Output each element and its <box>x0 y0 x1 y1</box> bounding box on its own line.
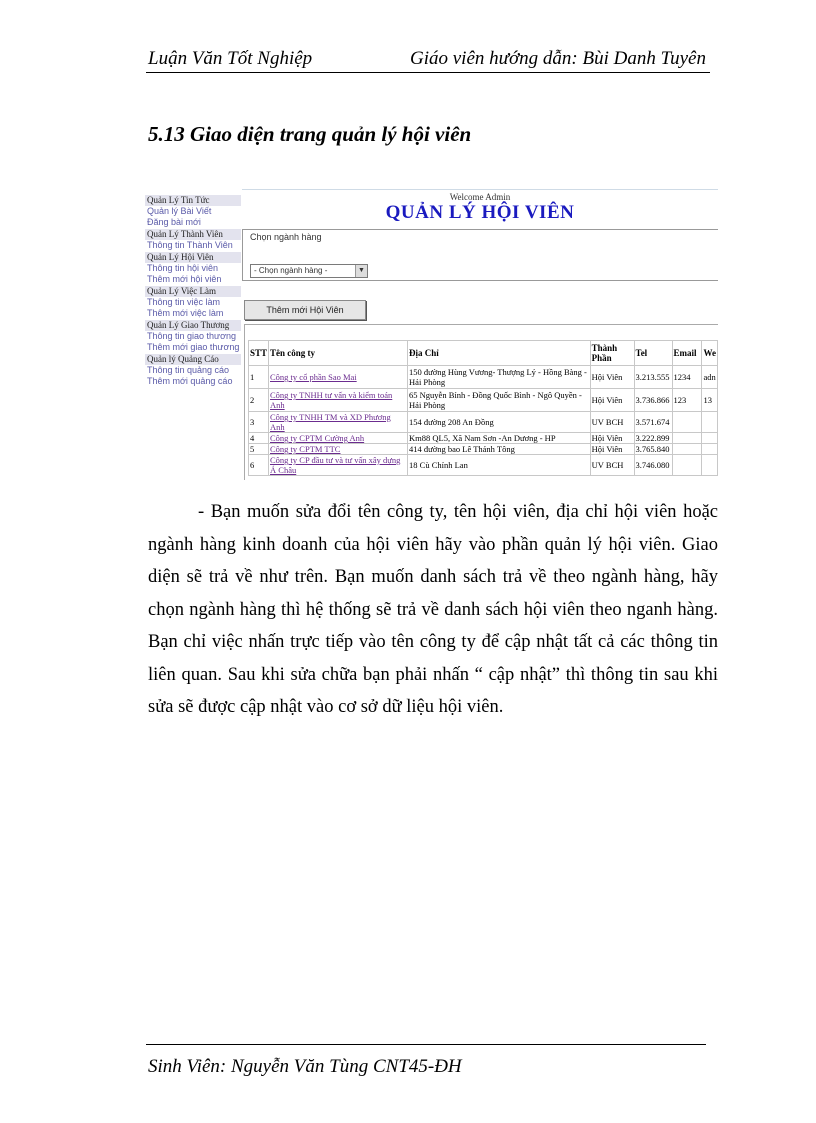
sidebar-link[interactable]: Thông tin giao thương <box>147 331 236 341</box>
table-cell: 5 <box>249 444 269 455</box>
sidebar-link[interactable]: Thêm mới giao thương <box>147 342 240 352</box>
table-row <box>249 444 718 455</box>
admin-main <box>242 188 718 480</box>
sidebar-link[interactable]: Thông tin Thành Viên <box>147 240 233 250</box>
sidebar-group-heading: Quản Lý Việc Làm <box>145 286 241 297</box>
add-member-button[interactable]: Thêm mới Hội Viên <box>244 300 366 320</box>
table-cell: Hội Viên <box>590 389 634 412</box>
column-header: Tên công ty <box>269 341 408 366</box>
sidebar-link[interactable]: Quản lý Bài Viết <box>147 206 212 216</box>
body-paragraph <box>148 496 718 724</box>
table-cell: 150 đường Hùng Vương- Thượng Lý - Hồng Bàng - Hải Phòng <box>408 366 591 389</box>
column-header: STT <box>249 341 269 366</box>
table-cell: 65 Nguyễn Bỉnh - Đồng Quốc Bình - Ngô Quyền - Hải Phòng <box>408 389 591 412</box>
header-left: Luận Văn Tốt Nghiệp <box>148 48 313 69</box>
table-cell: 154 đường 208 An Đồng <box>408 412 591 433</box>
table-row <box>249 389 718 412</box>
sidebar-link[interactable]: Đăng bài mới <box>147 217 201 227</box>
header-right: Giáo viên hướng dẫn: Bùi Danh Tuyên <box>410 48 706 69</box>
company-link[interactable]: Công ty TNHH TM và XD Phương Anh <box>269 412 408 433</box>
sidebar-group-heading: Quản Lý Tin Tức <box>145 195 241 206</box>
table-cell: 13 <box>702 389 718 412</box>
company-link[interactable]: Công ty CPTM TTC <box>269 444 408 455</box>
sidebar-link[interactable]: Thêm mới quảng cáo <box>147 376 233 386</box>
table-cell <box>672 455 702 476</box>
sidebar-link[interactable]: Thêm mới hội viên <box>147 274 222 284</box>
section-title: 5.13 Giao diện trang quản lý hội viên <box>148 122 472 146</box>
footer-rule <box>146 1044 706 1045</box>
table-cell <box>672 412 702 433</box>
table-cell: Hội Viên <box>590 366 634 389</box>
table-cell: UV BCH <box>590 455 634 476</box>
column-header: Địa Chỉ <box>408 341 591 366</box>
table-cell: 18 Cù Chính Lan <box>408 455 591 476</box>
company-link[interactable]: Công ty CP đầu tư và tư vấn xây dựng Á Châu <box>269 455 408 476</box>
company-link[interactable]: Công ty cổ phần Sao Mai <box>269 366 408 389</box>
table-cell: 3.213.555 <box>634 366 672 389</box>
table-row <box>249 455 718 476</box>
page-heading: QUẢN LÝ HỘI VIÊN <box>385 202 575 223</box>
table-cell: 2 <box>249 389 269 412</box>
welcome-text: Welcome Admin <box>449 192 511 202</box>
table-header-row <box>249 341 718 366</box>
sidebar-link[interactable]: Thông tin quảng cáo <box>147 365 230 375</box>
column-header: Tel <box>634 341 672 366</box>
table-cell: 123 <box>672 389 702 412</box>
footer-text: Sinh Viên: Nguyễn Văn Tùng CNT45-ĐH <box>148 1056 462 1077</box>
table-cell <box>702 433 718 444</box>
table-cell: 1 <box>249 366 269 389</box>
table-cell: 3.765.840 <box>634 444 672 455</box>
column-header: Thành Phần <box>590 341 634 366</box>
table-cell: 3.736.866 <box>634 389 672 412</box>
paragraph-text: - Bạn muốn sửa đổi tên công ty, tên hội viên, địa chỉ hội viên hoặc ngành hàng kinh doanh của hội viên hãy vào phần quản lý hội viên. Giao diện sẽ trả về như trên. Bạn muốn danh sách trả về theo ngành hàng, hãy chọn ngành hàng thì hệ thống sẽ trả về danh sách hội viên theo nganh hàng. Bạn chỉ việc nhấn trực tiếp vào tên công ty để cập nhật tất cả các thông tin liên quan. Sau khi sửa chữa bạn phải nhấn “ cập nhật” thì thông tin sau khi sửa sẽ được cập nhật vào cơ sở dữ liệu hội viên. <box>148 502 718 717</box>
sidebar-link[interactable]: Thông tin hội viên <box>147 263 219 273</box>
industry-select[interactable] <box>250 264 368 278</box>
table-cell: Hội Viên <box>590 444 634 455</box>
table-cell <box>672 433 702 444</box>
table-cell <box>702 455 718 476</box>
company-link[interactable]: Công ty TNHH tư vấn và kiểm toán Anh <box>269 389 408 412</box>
sidebar-link[interactable]: Thông tin việc làm <box>147 297 221 307</box>
table-cell: 3.222.899 <box>634 433 672 444</box>
filter-legend: Chọn ngành hàng <box>250 232 322 242</box>
chevron-down-icon: ▼ <box>355 265 367 277</box>
admin-sidebar <box>145 194 241 387</box>
top-divider <box>242 189 718 190</box>
company-link[interactable]: Công ty CPTM Cường Anh <box>269 433 408 444</box>
header-rule <box>146 72 710 73</box>
table-cell: Km88 QL5, Xã Nam Sơn -An Dương - HP <box>408 433 591 444</box>
table-cell: 414 đường bao Lê Thánh Tông <box>408 444 591 455</box>
table-cell: 1234 <box>672 366 702 389</box>
table-cell: 4 <box>249 433 269 444</box>
table-row <box>249 412 718 433</box>
table-cell: 3 <box>249 412 269 433</box>
table-cell <box>702 412 718 433</box>
sidebar-group-heading: Quản Lý Hội Viên <box>145 252 241 263</box>
table-row <box>249 433 718 444</box>
sidebar-link[interactable]: Thêm mới việc làm <box>147 308 224 318</box>
table-cell <box>672 444 702 455</box>
column-header: We <box>702 341 718 366</box>
table-cell: UV BCH <box>590 412 634 433</box>
industry-select-value: - Chọn ngành hàng - <box>254 266 328 275</box>
table-cell: adn <box>702 366 718 389</box>
table-row <box>249 366 718 389</box>
column-header: Email <box>672 341 702 366</box>
table-cell: 3.746.080 <box>634 455 672 476</box>
sidebar-group-heading: Quản lý Quảng Cáo <box>145 354 241 365</box>
table-cell: 3.571.674 <box>634 412 672 433</box>
table-cell: Hội Viên <box>590 433 634 444</box>
sidebar-group-heading: Quản Lý Thành Viên <box>145 229 241 240</box>
table-cell: 6 <box>249 455 269 476</box>
sidebar-group-heading: Quản Lý Giao Thương <box>145 320 241 331</box>
admin-screenshot <box>145 188 718 480</box>
table-cell <box>702 444 718 455</box>
members-table <box>248 340 718 476</box>
